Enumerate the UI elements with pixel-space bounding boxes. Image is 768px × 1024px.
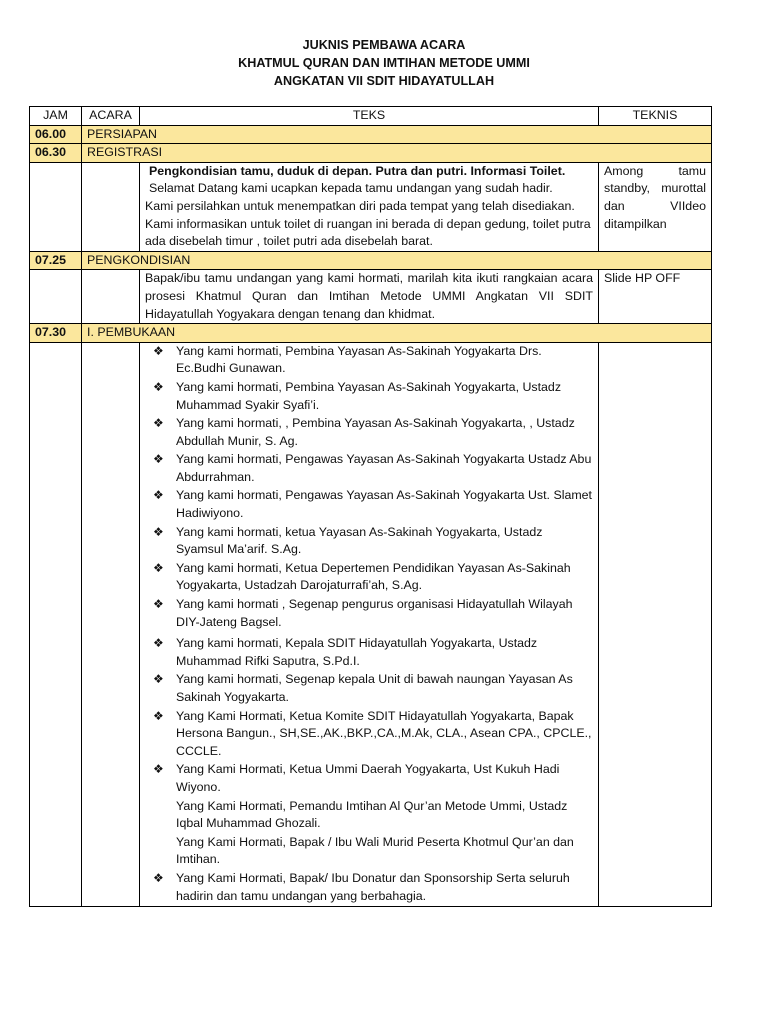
list-item bbox=[145, 671, 593, 706]
list-item bbox=[145, 635, 593, 670]
diamond-bullet-icon: ❖ bbox=[153, 379, 164, 394]
section-row-persiapan bbox=[30, 125, 712, 144]
section-time: 07.25 bbox=[30, 251, 82, 270]
greeting-text: Yang kami hormati, Pembina Yayasan As-Sakinah Yogyakarta, Ustadz Muhammad Syakir Syafi’i. bbox=[176, 379, 562, 412]
list-item bbox=[145, 560, 593, 595]
section-title: PENGKONDISIAN bbox=[82, 251, 712, 270]
list-item bbox=[145, 487, 593, 522]
diamond-bullet-icon: ❖ bbox=[153, 636, 164, 651]
diamond-bullet-icon: ❖ bbox=[153, 416, 164, 431]
pembukaan-text-cell bbox=[140, 342, 599, 906]
list-item bbox=[145, 451, 593, 486]
registrasi-text-cell bbox=[140, 162, 599, 251]
document-title bbox=[0, 36, 768, 90]
greeting-text: Yang kami hormati, Pengawas Yayasan As-Sakinah Yogyakarta Ustadz Abu Abdurrahman. bbox=[176, 452, 592, 484]
diamond-bullet-icon: ❖ bbox=[153, 560, 164, 575]
registrasi-teknis: Among tamu standby, murottal dan VIIdeo ditampilkan bbox=[604, 163, 706, 231]
list-item bbox=[145, 524, 593, 559]
section-time: 06.00 bbox=[30, 125, 82, 144]
diamond-bullet-icon: ❖ bbox=[153, 870, 164, 885]
content-row-pengkondisian bbox=[30, 270, 712, 324]
diamond-bullet-icon: ❖ bbox=[153, 762, 164, 777]
greeting-text: Yang kami hormati, Ketua Depertemen Pendidikan Yayasan As-Sakinah Yogyakarta, Ustadzah Darojaturrafi’ah, S.Ag. bbox=[176, 560, 571, 593]
header-jam: JAM bbox=[30, 107, 82, 126]
empty-cell bbox=[82, 162, 140, 251]
section-row-pengkondisian bbox=[30, 251, 712, 270]
greeting-text: Yang kami hormati, Kepala SDIT Hidayatullah Yogyakarta, Ustadz Muhammad Rifki Saputra, S.Pd.I. bbox=[176, 636, 538, 668]
greeting-text: Yang kami hormati, ketua Yayasan As-Sakinah Yogyakarta, Ustadz Syamsul Ma’arif. S.Ag. bbox=[176, 524, 543, 557]
registrasi-text-1: Pengkondisian tamu, duduk di depan. Putra dan putri. Informasi Toilet. bbox=[149, 163, 566, 178]
greeting-text: Yang kami hormati, Pembina Yayasan As-Sakinah Yogyakarta Drs. Ec.Budhi Gunawan. bbox=[176, 343, 542, 376]
section-title: I. PEMBUKAAN bbox=[82, 324, 712, 343]
pengkondisian-text-cell bbox=[140, 270, 599, 324]
list-item bbox=[145, 343, 593, 378]
greeting-text: Yang Kami Hormati, Ketua Ummi Daerah Yogyakarta, Ust Kukuh Hadi Wiyono. bbox=[176, 762, 560, 794]
list-item bbox=[145, 708, 593, 761]
title-line-2: KHATMUL QURAN DAN IMTIHAN METODE UMMI bbox=[238, 56, 530, 70]
registrasi-text-3: Kami persilahkan untuk menempatkan diri pada tempat yang telah disediakan. bbox=[145, 198, 575, 213]
content-row-registrasi bbox=[30, 162, 712, 251]
diamond-bullet-icon: ❖ bbox=[153, 343, 164, 358]
list-item bbox=[145, 798, 593, 833]
diamond-bullet-icon: ❖ bbox=[153, 488, 164, 503]
section-row-registrasi bbox=[30, 144, 712, 163]
greeting-text: Yang Kami Hormati, Bapak / Ibu Wali Murid Peserta Khotmul Qur’an dan Imtihan. bbox=[176, 834, 574, 867]
empty-cell bbox=[599, 342, 712, 906]
greeting-text: Yang Kami Hormati, Ketua Komite SDIT Hidayatullah Yogyakarta, Bapak Hersona Bangun., SH,SE.,AK.,BKP.,CA.,M.Ak, CLA., Asean CPA., CPCLE., CCCLE. bbox=[176, 708, 592, 758]
section-title: REGISTRASI bbox=[82, 144, 712, 163]
pengkondisian-teknis-cell bbox=[599, 270, 712, 324]
section-time: 06.30 bbox=[30, 144, 82, 163]
title-line-3: ANGKATAN VII SDIT HIDAYATULLAH bbox=[273, 74, 495, 88]
table-header-row bbox=[30, 107, 712, 126]
registrasi-text-4: Kami informasikan untuk toilet di ruangan ini berada di depan gedung, toilet putra ada disebelah timur , toilet putri ada disebelah barat. bbox=[145, 216, 591, 249]
list-item bbox=[145, 415, 593, 450]
greeting-list bbox=[145, 343, 593, 905]
empty-cell bbox=[82, 270, 140, 324]
list-item bbox=[145, 596, 593, 631]
diamond-bullet-icon: ❖ bbox=[153, 524, 164, 539]
empty-cell bbox=[30, 342, 82, 906]
rundown-table bbox=[29, 106, 712, 907]
empty-cell bbox=[82, 342, 140, 906]
list-item bbox=[145, 761, 593, 796]
list-item bbox=[145, 870, 593, 905]
section-title: PERSIAPAN bbox=[82, 125, 712, 144]
greeting-text: Yang kami hormati, , Pembina Yayasan As-Sakinah Yogyakarta, , Ustadz Abdullah Munir, S. Ag. bbox=[176, 416, 575, 448]
pengkondisian-teknis: Slide HP OFF bbox=[604, 271, 681, 286]
greeting-text: Yang Kami Hormati, Pemandu Imtihan Al Qur’an Metode Ummi, Ustadz Iqbal Muhammad Ghozali. bbox=[176, 798, 568, 831]
greeting-text: Yang Kami Hormati, Bapak/ Ibu Donatur dan Sponsorship Serta seluruh hadirin dan tamu undangan yang berbahagia. bbox=[176, 870, 570, 903]
header-teks: TEKS bbox=[140, 107, 599, 126]
diamond-bullet-icon: ❖ bbox=[153, 597, 164, 612]
list-item bbox=[145, 379, 593, 414]
content-row-pembukaan bbox=[30, 342, 712, 906]
header-acara: ACARA bbox=[82, 107, 140, 126]
diamond-bullet-icon: ❖ bbox=[153, 452, 164, 467]
greeting-text: Yang kami hormati , Segenap pengurus organisasi Hidayatullah Wilayah DIY-Jateng Bagsel. bbox=[176, 597, 573, 629]
diamond-bullet-icon: ❖ bbox=[153, 708, 164, 723]
diamond-bullet-icon: ❖ bbox=[153, 672, 164, 687]
registrasi-text-2: Selamat Datang kami ucapkan kepada tamu undangan yang sudah hadir. bbox=[149, 181, 553, 196]
header-teknis: TEKNIS bbox=[599, 107, 712, 126]
empty-cell bbox=[30, 270, 82, 324]
pengkondisian-text: Bapak/ibu tamu undangan yang kami hormati, marilah kita ikuti rangkaian acara prosesi Khatmul Quran dan Imtihan Metode UMMI Angkatan VII SDIT Hidayatullah Yogyakara dengan tenang dan khidmat. bbox=[145, 271, 593, 321]
greeting-text: Yang kami hormati, Segenap kepala Unit di bawah naungan Yayasan As Sakinah Yogyakarta. bbox=[176, 672, 573, 704]
empty-cell bbox=[30, 162, 82, 251]
title-line-1: JUKNIS PEMBAWA ACARA bbox=[302, 38, 466, 52]
registrasi-teknis-cell bbox=[599, 162, 712, 251]
list-item bbox=[145, 834, 593, 869]
section-time: 07.30 bbox=[30, 324, 82, 343]
section-row-pembukaan bbox=[30, 324, 712, 343]
greeting-text: Yang kami hormati, Pengawas Yayasan As-Sakinah Yogyakarta Ust. Slamet Hadiwiyono. bbox=[176, 488, 593, 521]
